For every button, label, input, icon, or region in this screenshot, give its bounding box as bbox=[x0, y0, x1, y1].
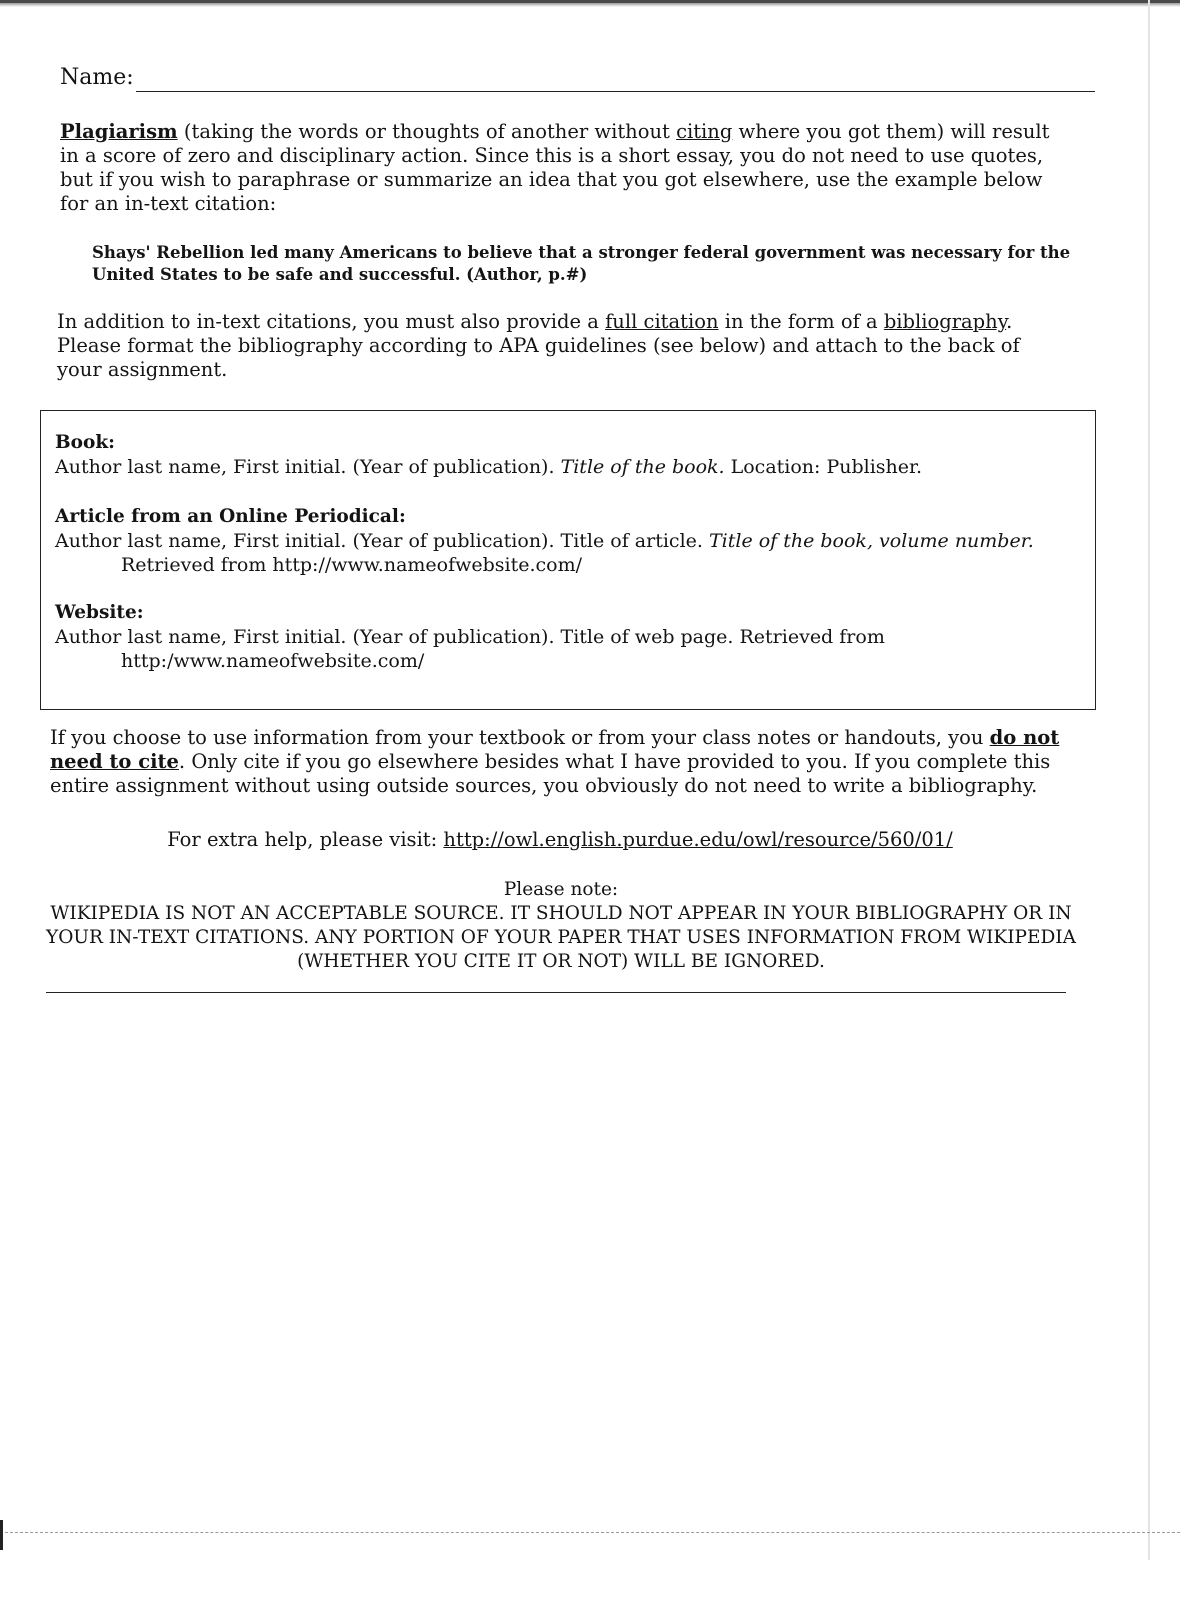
website-heading: Website: bbox=[55, 602, 144, 623]
book-line-end: Location: Publisher. bbox=[724, 456, 923, 478]
book-line-italic: Title of the book. bbox=[560, 456, 725, 478]
article-line-italic: Title of the book, volume number. bbox=[708, 530, 1034, 552]
website-format-line: Author last name, First initial. (Year of publication). Title of web page. Retrieved from bbox=[55, 626, 885, 648]
article-retrieved-line: Retrieved from http://www.nameofwebsite.com/ bbox=[121, 554, 583, 576]
book-line-text: Author last name, First initial. (Year of publication). bbox=[55, 456, 561, 478]
book-heading: Book: bbox=[55, 432, 115, 453]
please-note-block bbox=[46, 878, 1076, 974]
scan-top-shadow bbox=[0, 3, 1180, 7]
name-row bbox=[60, 64, 1095, 92]
article-line-text: Author last name, First initial. (Year of publication). Title of article. bbox=[55, 530, 709, 552]
book-format-line bbox=[55, 455, 1075, 479]
extra-help-line bbox=[0, 828, 1120, 852]
article-heading: Article from an Online Periodical: bbox=[55, 506, 406, 527]
example-citation-quote: Shays' Rebellion led many Americans to believe that a stronger federal government was necessary for the United States to be safe and successful. (Author, p.#) bbox=[92, 243, 1071, 284]
textbook-note-paragraph bbox=[50, 726, 1070, 798]
scan-left-mark bbox=[0, 1520, 3, 1550]
bibliography-intro-text-1: In addition to in-text citations, you must also provide a bbox=[57, 310, 606, 333]
section-divider bbox=[46, 992, 1066, 993]
bibliography-intro-text-3: . Please format the bibliography according to APA guidelines (see below) and attach to the back of your assignment. bbox=[57, 310, 1020, 381]
plagiarism-text-2: where you got them) will result in a score of zero and disciplinary action. Since this is a short essay, you do not need to use quotes, but if you wish to paraphrase or summarize an idea that you got elsewhere, use the example below for an in-text citation: bbox=[60, 120, 1050, 215]
article-format-line bbox=[55, 529, 1075, 553]
apa-article-section bbox=[55, 505, 1075, 577]
please-note-heading: Please note: bbox=[503, 879, 619, 900]
purdue-owl-link[interactable]: http://owl.english.purdue.edu/owl/resource/560/01/ bbox=[443, 828, 953, 851]
name-field-line[interactable] bbox=[136, 67, 1095, 92]
bibliography-term: bibliography bbox=[883, 310, 1007, 333]
textbook-note-text-1: If you choose to use information from your textbook or from your class notes or handouts, you bbox=[50, 726, 990, 749]
plagiarism-paragraph bbox=[60, 120, 1060, 216]
plagiarism-text-1: (taking the words or thoughts of another without bbox=[177, 120, 677, 143]
citing-term: citing bbox=[676, 120, 733, 143]
apa-book-section bbox=[55, 431, 1075, 479]
extra-help-label: For extra help, please visit: bbox=[167, 828, 444, 851]
wikipedia-warning: WIKIPEDIA IS NOT AN ACCEPTABLE SOURCE. IT SHOULD NOT APPEAR IN YOUR BIBLIOGRAPHY OR IN YOUR IN-TEXT CITATIONS. ANY PORTION OF YOUR PAPER THAT USES INFORMATION FROM WIKIPEDIA (WHETHER YOU CITE IT OR NOT) WILL BE IGNORED. bbox=[46, 903, 1076, 972]
bibliography-intro-paragraph bbox=[57, 310, 1057, 382]
apa-website-section bbox=[55, 601, 1075, 673]
textbook-note-text-2: . Only cite if you go elsewhere besides what I have provided to you. If you complete this entire assignment without using outside sources, you obviously do not need to write a bibliography. bbox=[50, 750, 1051, 797]
website-url-line: http:/www.nameofwebsite.com/ bbox=[121, 650, 425, 672]
scan-right-edge bbox=[1148, 0, 1150, 1560]
scan-bottom-edge bbox=[0, 1532, 1180, 1533]
bibliography-intro-text-2: in the form of a bbox=[718, 310, 884, 333]
full-citation-term: full citation bbox=[605, 310, 719, 333]
do-not-need-to-cite: do not need to cite bbox=[50, 726, 1060, 773]
apa-format-box bbox=[40, 410, 1096, 710]
name-label: Name: bbox=[60, 65, 134, 90]
plagiarism-term: Plagiarism bbox=[60, 120, 178, 143]
